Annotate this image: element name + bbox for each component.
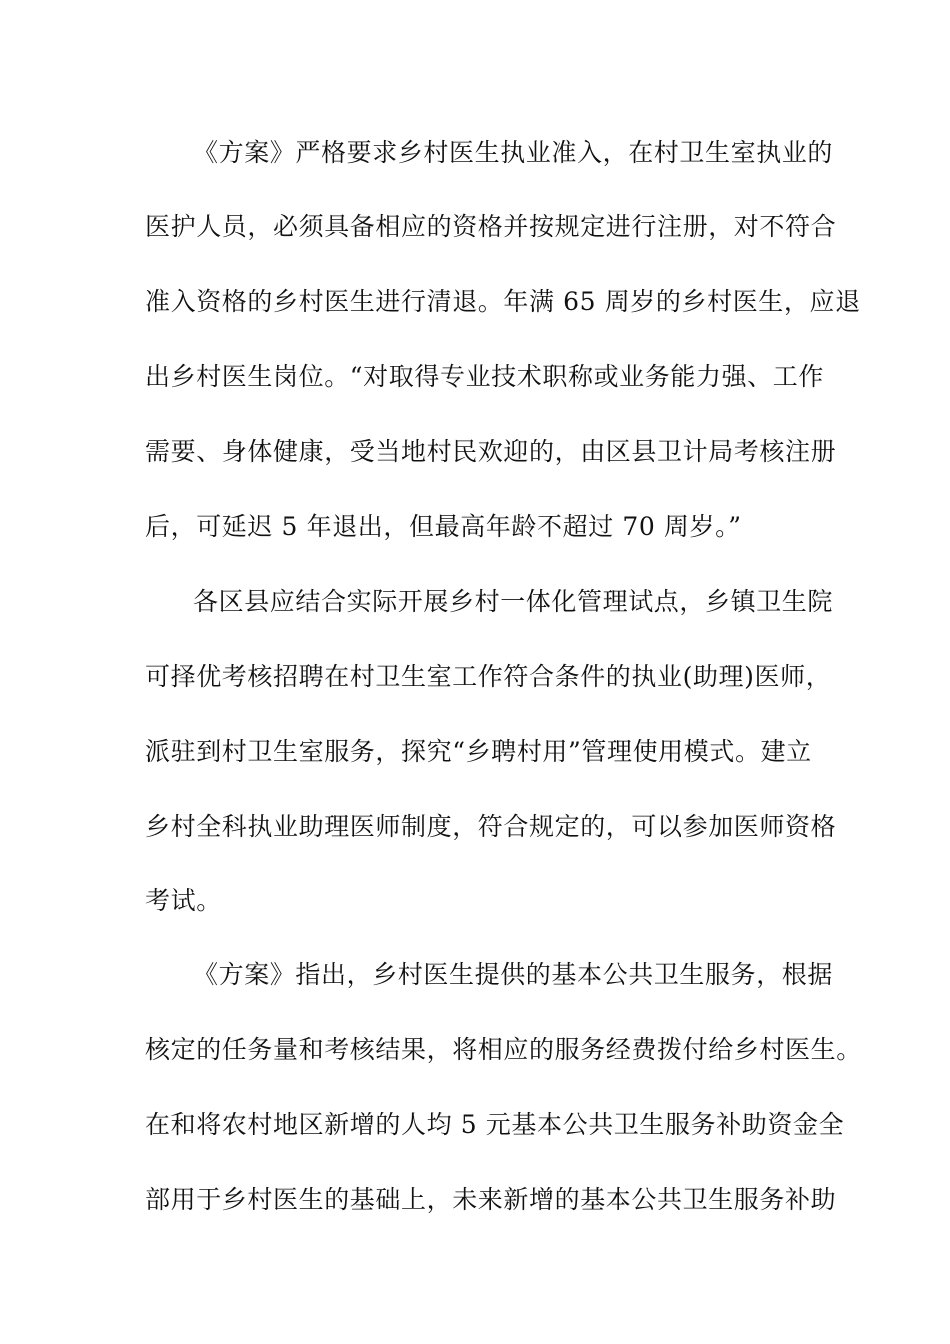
paragraph-1-line-6: 后，可延迟 5 年退出，但最高年龄不超过 70 周岁。” <box>145 512 742 541</box>
paragraph-2-line-5: 考试。 <box>145 886 222 915</box>
paragraph-3-line-4: 部用于乡村医生的基础上，未来新增的基本公共卫生服务补助 <box>145 1185 837 1214</box>
paragraph-1-line-1: 《方案》严格要求乡村医生执业准入，在村卫生室执业的 <box>193 138 834 167</box>
paragraph-2-line-3: 派驻到村卫生室服务，探究“乡聘村用”管理使用模式。建立 <box>145 737 812 766</box>
paragraph-1-line-3: 准入资格的乡村医生进行清退。年满 65 周岁的乡村医生，应退 <box>145 287 861 316</box>
paragraph-2-line-1: 各区县应结合实际开展乡村一体化管理试点，乡镇卫生院 <box>193 587 834 616</box>
paragraph-3-line-2: 核定的任务量和考核结果，将相应的服务经费拨付给乡村医生。 <box>145 1035 862 1064</box>
paragraph-3-line-3: 在和将农村地区新增的人均 5 元基本公共卫生服务补助资金全 <box>145 1110 845 1139</box>
paragraph-1-line-5: 需要、身体健康，受当地村民欢迎的，由区县卫计局考核注册 <box>145 437 837 466</box>
paragraph-2-line-2: 可择优考核招聘在村卫生室工作符合条件的执业(助理)医师， <box>145 662 832 691</box>
paragraph-1-line-2: 医护人员，必须具备相应的资格并按规定进行注册，对不符合 <box>145 212 837 241</box>
paragraph-1-line-4: 出乡村医生岗位。“对取得专业技术职称或业务能力强、工作 <box>145 362 824 391</box>
paragraph-2-line-4: 乡村全科执业助理医师制度，符合规定的，可以参加医师资格 <box>145 812 837 841</box>
paragraph-3-line-1: 《方案》指出，乡村医生提供的基本公共卫生服务，根据 <box>193 960 834 989</box>
